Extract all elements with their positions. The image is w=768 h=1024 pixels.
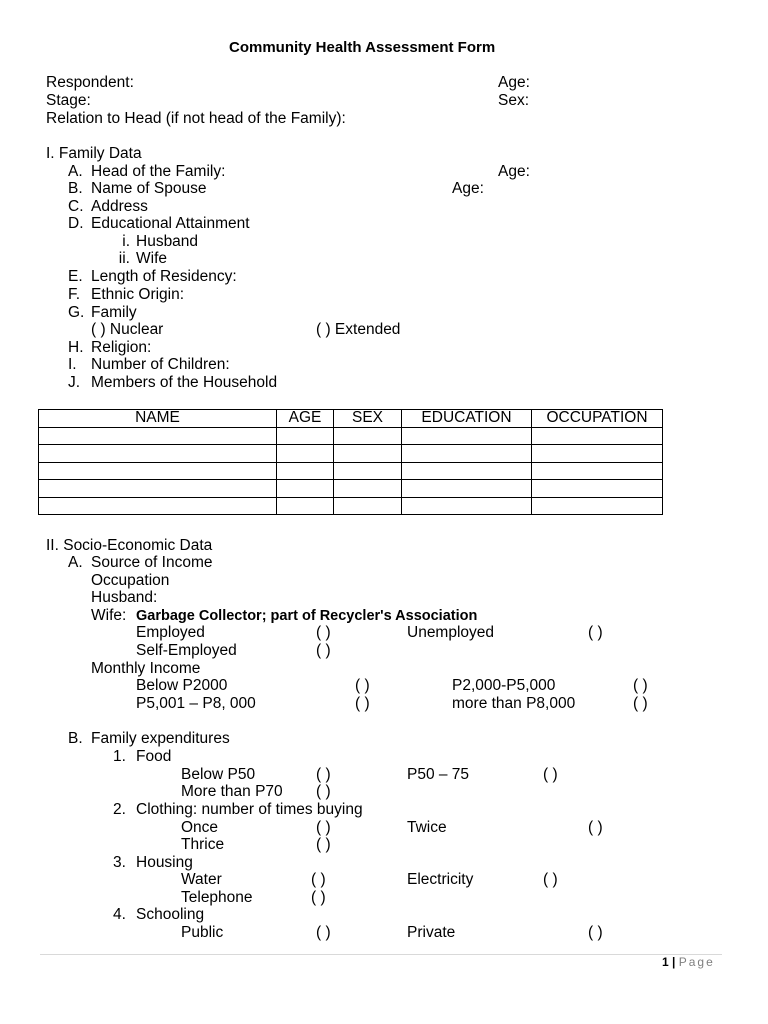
table-cell[interactable]: [402, 480, 532, 498]
table-cell[interactable]: [39, 427, 277, 445]
item-marker: C.: [68, 198, 84, 215]
monthly-income-label: Monthly Income: [91, 660, 201, 677]
table-cell[interactable]: [402, 497, 532, 515]
household-members-label: Members of the Household: [91, 374, 278, 391]
column-header-sex: SEX: [334, 410, 402, 428]
food-more-70-checkbox[interactable]: ( ): [316, 783, 331, 800]
electricity-label: Electricity: [407, 871, 474, 888]
water-label: Water: [181, 871, 222, 888]
clothing-thrice-checkbox[interactable]: ( ): [316, 836, 331, 853]
item-marker: 4.: [113, 906, 126, 923]
item-marker: A.: [68, 554, 83, 571]
table-cell[interactable]: [334, 427, 402, 445]
table-cell[interactable]: [334, 480, 402, 498]
head-of-family-label: Head of the Family:: [91, 163, 226, 180]
column-header-age: AGE: [277, 410, 334, 428]
table-cell[interactable]: [39, 497, 277, 515]
income-more-8000-checkbox[interactable]: ( ): [633, 695, 648, 712]
table-row: [39, 497, 663, 515]
family-data-heading: I. Family Data: [46, 145, 142, 162]
income-5001-8000-checkbox[interactable]: ( ): [355, 695, 370, 712]
respondent-label: Respondent:: [46, 74, 134, 91]
clothing-twice-label: Twice: [407, 819, 447, 836]
residency-label: Length of Residency:: [91, 268, 237, 285]
item-marker: H.: [68, 339, 84, 356]
table-cell[interactable]: [402, 462, 532, 480]
item-marker: F.: [68, 286, 81, 303]
item-marker: G.: [68, 304, 85, 321]
private-school-checkbox[interactable]: ( ): [588, 924, 603, 941]
water-checkbox[interactable]: ( ): [311, 871, 326, 888]
clothing-once-checkbox[interactable]: ( ): [316, 819, 331, 836]
table-cell[interactable]: [277, 480, 334, 498]
wife-occupation-value: Garbage Collector; part of Recycler's Association: [136, 608, 478, 624]
respondent-age-label: Age:: [498, 74, 530, 91]
table-cell[interactable]: [277, 462, 334, 480]
income-below-2000-checkbox[interactable]: ( ): [355, 677, 370, 694]
page-number: 1: [662, 955, 669, 969]
nuclear-option[interactable]: ( ) Nuclear: [91, 321, 164, 338]
item-marker: I.: [68, 356, 77, 373]
table-cell[interactable]: [39, 462, 277, 480]
food-label: Food: [136, 748, 172, 765]
address-label: Address: [91, 198, 148, 215]
item-marker: E.: [68, 268, 83, 285]
table-cell[interactable]: [39, 480, 277, 498]
spouse-age-label: Age:: [452, 180, 484, 197]
item-marker: B.: [68, 730, 83, 747]
page-footer: [662, 955, 715, 969]
item-marker: 3.: [113, 854, 126, 871]
self-employed-label: Self-Employed: [136, 642, 237, 659]
table-cell[interactable]: [334, 497, 402, 515]
item-marker: A.: [68, 163, 83, 180]
footer-divider: [40, 954, 722, 955]
item-marker: 2.: [113, 801, 126, 818]
table-cell[interactable]: [532, 445, 663, 463]
ethnic-origin-label: Ethnic Origin:: [91, 286, 185, 303]
page-word: Page: [678, 955, 715, 969]
religion-label: Religion:: [91, 339, 152, 356]
unemployed-checkbox[interactable]: ( ): [588, 624, 603, 641]
self-employed-checkbox[interactable]: ( ): [316, 642, 331, 659]
income-5001-8000-label: P5,001 – P8, 000: [136, 695, 256, 712]
private-school-label: Private: [407, 924, 456, 941]
unemployed-label: Unemployed: [407, 624, 495, 641]
table-cell[interactable]: [277, 497, 334, 515]
item-marker: D.: [68, 215, 84, 232]
footer-separator: |: [672, 955, 676, 969]
wife-occupation-label: Wife:: [91, 607, 127, 624]
clothing-twice-checkbox[interactable]: ( ): [588, 819, 603, 836]
husband-occupation-label: Husband:: [91, 589, 158, 606]
clothing-label: Clothing: number of times buying: [136, 801, 363, 818]
education-label: Educational Attainment: [91, 215, 250, 232]
table-row: [39, 445, 663, 463]
table-cell[interactable]: [532, 480, 663, 498]
food-below-50-label: Below P50: [181, 766, 256, 783]
schooling-label: Schooling: [136, 906, 205, 923]
table-cell[interactable]: [334, 462, 402, 480]
sex-label: Sex:: [498, 92, 530, 109]
food-below-50-checkbox[interactable]: ( ): [316, 766, 331, 783]
income-more-8000-label: more than P8,000: [452, 695, 576, 712]
item-marker: ii.: [118, 250, 130, 267]
wife-education-label: Wife: [136, 250, 167, 267]
income-2000-5000-label: P2,000-P5,000: [452, 677, 556, 694]
item-marker: i.: [122, 233, 130, 250]
children-label: Number of Children:: [91, 356, 230, 373]
household-table: [38, 409, 663, 515]
husband-education-label: Husband: [136, 233, 199, 250]
stage-label: Stage:: [46, 92, 91, 109]
extended-option[interactable]: ( ) Extended: [316, 321, 401, 338]
public-school-checkbox[interactable]: ( ): [316, 924, 331, 941]
telephone-checkbox[interactable]: ( ): [311, 889, 326, 906]
table-cell[interactable]: [334, 445, 402, 463]
food-50-75-checkbox[interactable]: ( ): [543, 766, 558, 783]
table-header-row: [39, 410, 663, 428]
table-cell[interactable]: [402, 427, 532, 445]
column-header-name: NAME: [39, 410, 277, 428]
item-marker: 1.: [113, 748, 126, 765]
occupation-label: Occupation: [91, 572, 170, 589]
relation-label: Relation to Head (if not head of the Family):: [46, 110, 346, 127]
table-cell[interactable]: [532, 427, 663, 445]
table-cell[interactable]: [402, 445, 532, 463]
public-school-label: Public: [181, 924, 224, 941]
income-source-label: Source of Income: [91, 554, 213, 571]
employed-checkbox[interactable]: ( ): [316, 624, 331, 641]
table-cell[interactable]: [532, 462, 663, 480]
table-cell[interactable]: [532, 497, 663, 515]
food-more-70-label: More than P70: [181, 783, 283, 800]
electricity-checkbox[interactable]: ( ): [543, 871, 558, 888]
clothing-thrice-label: Thrice: [181, 836, 225, 853]
table-cell[interactable]: [277, 427, 334, 445]
column-header-occupation: OCCUPATION: [532, 410, 663, 428]
housing-label: Housing: [136, 854, 193, 871]
income-2000-5000-checkbox[interactable]: ( ): [633, 677, 648, 694]
table-cell[interactable]: [277, 445, 334, 463]
head-age-label: Age:: [498, 163, 530, 180]
socio-economic-heading: II. Socio-Economic Data: [46, 537, 213, 554]
clothing-once-label: Once: [181, 819, 219, 836]
table-row: [39, 462, 663, 480]
table-row: [39, 480, 663, 498]
column-header-education: EDUCATION: [402, 410, 532, 428]
item-marker: B.: [68, 180, 83, 197]
expenditures-label: Family expenditures: [91, 730, 230, 747]
page-title: Community Health Assessment Form: [229, 39, 496, 56]
item-marker: J.: [68, 374, 81, 391]
table-cell[interactable]: [39, 445, 277, 463]
table-row: [39, 427, 663, 445]
telephone-label: Telephone: [181, 889, 253, 906]
family-type-label: Family: [91, 304, 137, 321]
income-below-2000-label: Below P2000: [136, 677, 228, 694]
spouse-label: Name of Spouse: [91, 180, 207, 197]
employed-label: Employed: [136, 624, 205, 641]
food-50-75-label: P50 – 75: [407, 766, 470, 783]
